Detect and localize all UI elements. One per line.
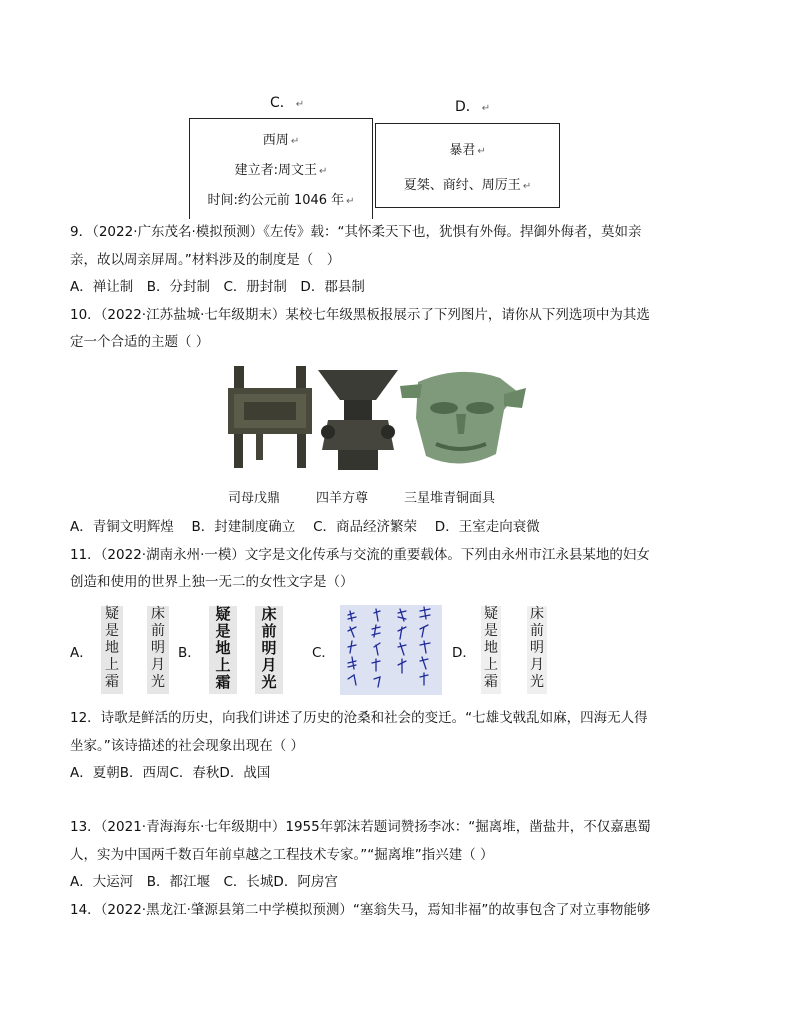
q11-option-d-text-right: 床 前 明 月 光 (530, 606, 544, 690)
q11-option-a-text-left: 疑 是 地 上 霜 (105, 606, 119, 690)
box-c-title: 西周 ↵ (262, 133, 300, 148)
q9-options: A．禅让制 B．分封制 C．册封制 D．郡县制 (70, 279, 365, 295)
q13-options: A．大运河 B．都江堰 C．长城D．阿房宫 (70, 874, 338, 890)
option-c-box (189, 118, 373, 219)
box-c-time: 时间:约公元前 1046 年 ↵ (207, 193, 355, 208)
q11-line1: 11．（2022·湖南永州·一模）文字是文化传承与交流的重要载体。下列由永州市江永县某地的妇女 (70, 547, 650, 563)
box-d-names: 夏桀、商纣、周厉王 ↵ (403, 178, 532, 193)
caption-sanxingdui-mask: 三星堆青铜面具 (404, 491, 496, 506)
q9-line1: 9．（2022·广东茂名·模拟预测）《左传》载：“其怀柔天下也，犹惧有外侮。捍御外侮者，莫如亲 (70, 224, 642, 240)
q12-line1: 12．诗歌是鲜活的历史，向我们讲述了历史的沧桑和社会的变迁。“七雄戈戟乱如麻，四海无人得 (70, 710, 648, 726)
q14-line1: 14．（2022·黑龙江·肇源县第二中学模拟预测）“塞翁失马，焉知非福”的故事包含了对立事物能够 (70, 902, 651, 918)
q11-option-a-label: A． (70, 645, 93, 661)
q11-option-d-label: D． (452, 645, 476, 661)
q10-options: A．青铜文明辉煌 B．封建制度确立 C．商品经济繁荣 D．王室走向衰微 (70, 519, 540, 535)
caption-simuwu-ding: 司母戊鼎 (228, 491, 281, 506)
q10-line1: 10．（2022·江苏盐城·七年级期末）某校七年级黑板报展示了下列图片，请你从下列选项中为其选 (70, 307, 650, 323)
q11-line2: 创造和使用的世界上独一无二的女性文字是（） (70, 574, 354, 590)
box-c-founder: 建立者:周文王 ↵ (234, 163, 328, 178)
q10-line2: 定一个合适的主题（ ） (70, 334, 210, 350)
caption-siyang-fangzun: 四羊方尊 (316, 491, 369, 506)
nushu-script-image[interactable] (340, 605, 442, 695)
q11-option-b-text-right: 床 前 明 月 光 (261, 605, 277, 691)
q13-line1: 13．（2021·青海海东·七年级期中）1955年郭沫若题词赞扬李冰：“掘离堆，凿盐井，不仅嘉惠蜀 (70, 819, 651, 835)
option-d-label: D． ↵ (455, 99, 491, 115)
q11-option-b-label: B． (178, 645, 201, 661)
q13-line2: 人，实为中国两千数百年前卓越之工程技术专家。”“掘离堆”指兴建（ ） (70, 847, 494, 863)
q12-options: A．夏朝B．西周C．春秋D．战国 (70, 765, 271, 781)
q9-line2: 亲，故以周亲屏周。”材料涉及的制度是（ ） (70, 252, 341, 268)
q11-option-a-text-right: 床 前 明 月 光 (151, 606, 165, 690)
q12-line2: 坐家。”该诗描述的社会现象出现在（ ） (70, 738, 305, 754)
box-d-title: 暴君 ↵ (449, 143, 486, 158)
simuwu-ding-image (226, 362, 314, 472)
q11-option-c-label: C． (312, 645, 335, 661)
sanxingdui-mask-image (400, 364, 528, 472)
q11-option-d-text-left: 疑 是 地 上 霜 (484, 606, 498, 690)
siyang-fangzun-image (314, 366, 402, 474)
q11-option-b-text-left: 疑 是 地 上 霜 (215, 605, 231, 691)
option-c-label: C． ↵ (270, 95, 305, 111)
option-d-box (375, 123, 560, 208)
